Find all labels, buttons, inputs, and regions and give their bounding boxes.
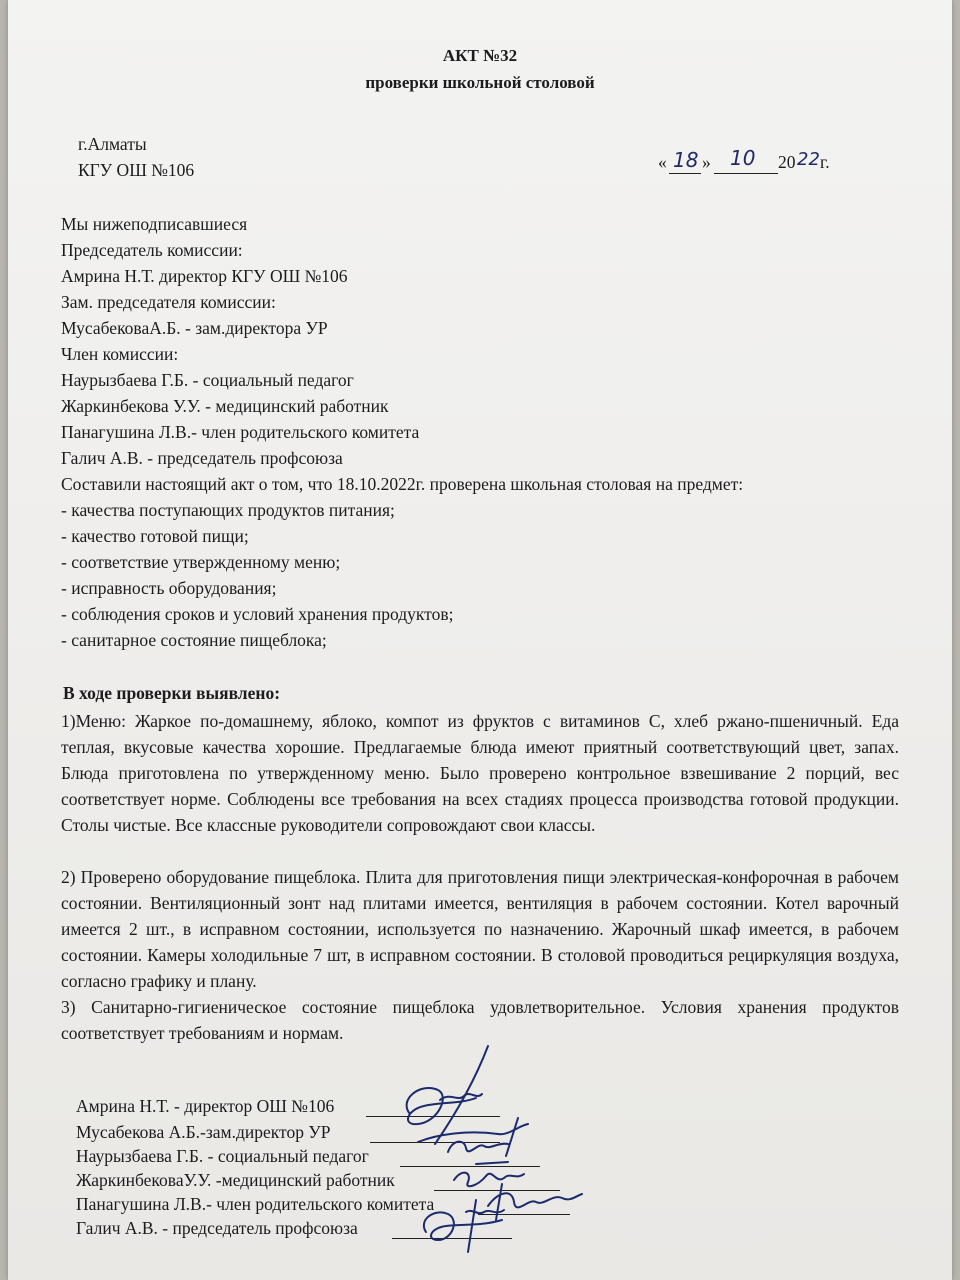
signature-name: Мусабекова А.Б.-зам.директор УР <box>76 1122 331 1142</box>
signature-name: ЖаркинбековаУ.У. -медицинский работник <box>76 1170 395 1190</box>
date-month-underline <box>714 173 778 174</box>
commission-line: Амрина Н.Т. директор КГУ ОШ №106 <box>61 266 348 286</box>
date-close-quote: » <box>702 152 711 172</box>
document-subtitle: проверки школьной столовой <box>365 73 595 92</box>
commission-line: Член комиссии: <box>61 344 179 364</box>
date-day: 18 <box>673 148 699 172</box>
signature-name: Панагушина Л.В.- член родительского комитета <box>76 1194 435 1214</box>
commission-line: - соответствие утвержденному меню; <box>61 552 341 572</box>
commission-line: Зам. председателя комиссии: <box>61 292 276 312</box>
commission-line: Панагушина Л.В.- член родительского комитета <box>61 422 420 442</box>
signature-name: Галич А.В. - председатель профсоюза <box>76 1218 358 1238</box>
date-day-underline <box>669 173 701 174</box>
document-page <box>8 0 952 1280</box>
commission-line: МусабековаА.Б. - зам.директора УР <box>61 318 328 338</box>
commission-line: Галич А.В. - председатель профсоюза <box>61 448 343 468</box>
commission-line: - качества поступающих продуктов питания; <box>61 500 395 520</box>
finding-paragraph-3: 3) Санитарно-гигиеническое состояние пищеблока удовлетворительное. Условия хранения продуктов соответствует требованиям и нормам. <box>61 997 899 1043</box>
date-year-prefix: 20 <box>778 152 796 172</box>
commission-line: - исправность оборудования; <box>61 578 277 598</box>
date-month: 10 <box>730 146 756 170</box>
date-year-hand: 22 <box>797 149 820 170</box>
findings-heading: В ходе проверки выявлено: <box>63 683 281 703</box>
finding-paragraph-2: 2) Проверено оборудование пищеблока. Плита для приготовления пищи электрическая-конфорочная в рабочем состоянии. Вентиляционный зонт над плитами имеется, вентиляция в рабочем состоянии. Котел варочный имеется 2 шт., в исправном состоянии, используется по назначению. Жарочный шкаф имеется, в рабочем состоянии. Камеры холодильные 7 шт, в исправном состоянии. В столовой проводиться рециркуляция воздуха, согласно графику и плану. <box>61 867 899 991</box>
signature-name: Наурызбаева Г.Б. - социальный педагог <box>76 1146 369 1166</box>
commission-line: - санитарное состояние пищеблока; <box>61 630 327 650</box>
finding-paragraph-1: 1)Меню: Жаркое по-домашнему, яблоко, компот из фруктов с витаминов С, хлеб ржано-пшеничный. Еда теплая, вкусовые качества хорошие. Предлагаемые блюда имеют приятный соответствующий цвет, запах. Блюда приготовлена по утвержденному меню. Было проверено контрольное взвешивание 2 порций, вес соответствует норме. Соблюдены все требования на всех стадиях процесса производства готовой продукции. Столы чистые. Все классные руководители сопровождают свои классы. <box>61 711 899 835</box>
city: г.Алматы <box>78 134 147 154</box>
date-open-quote: « <box>658 152 667 172</box>
commission-line: Мы нижеподписавшиеся <box>61 214 248 234</box>
commission-line: Составили настоящий акт о том, что 18.10.2022г. проверена школьная столовая на предмет: <box>61 474 744 494</box>
commission-line: Председатель комиссии: <box>61 240 243 260</box>
commission-line: Наурызбаева Г.Б. - социальный педагог <box>61 370 354 390</box>
signature-name: Амрина Н.Т. - директор ОШ №106 <box>76 1096 335 1116</box>
commission-line: - соблюдения сроков и условий хранения продуктов; <box>61 604 454 624</box>
school-name: КГУ ОШ №106 <box>78 160 195 180</box>
document-title: АКТ №32 <box>442 46 518 65</box>
commission-line: - качество готовой пищи; <box>61 526 249 546</box>
date-suffix: г. <box>820 152 830 172</box>
commission-line: Жаркинбекова У.У. - медицинский работник <box>61 396 389 416</box>
document-date <box>658 148 858 178</box>
signature-galich <box>412 1190 522 1260</box>
